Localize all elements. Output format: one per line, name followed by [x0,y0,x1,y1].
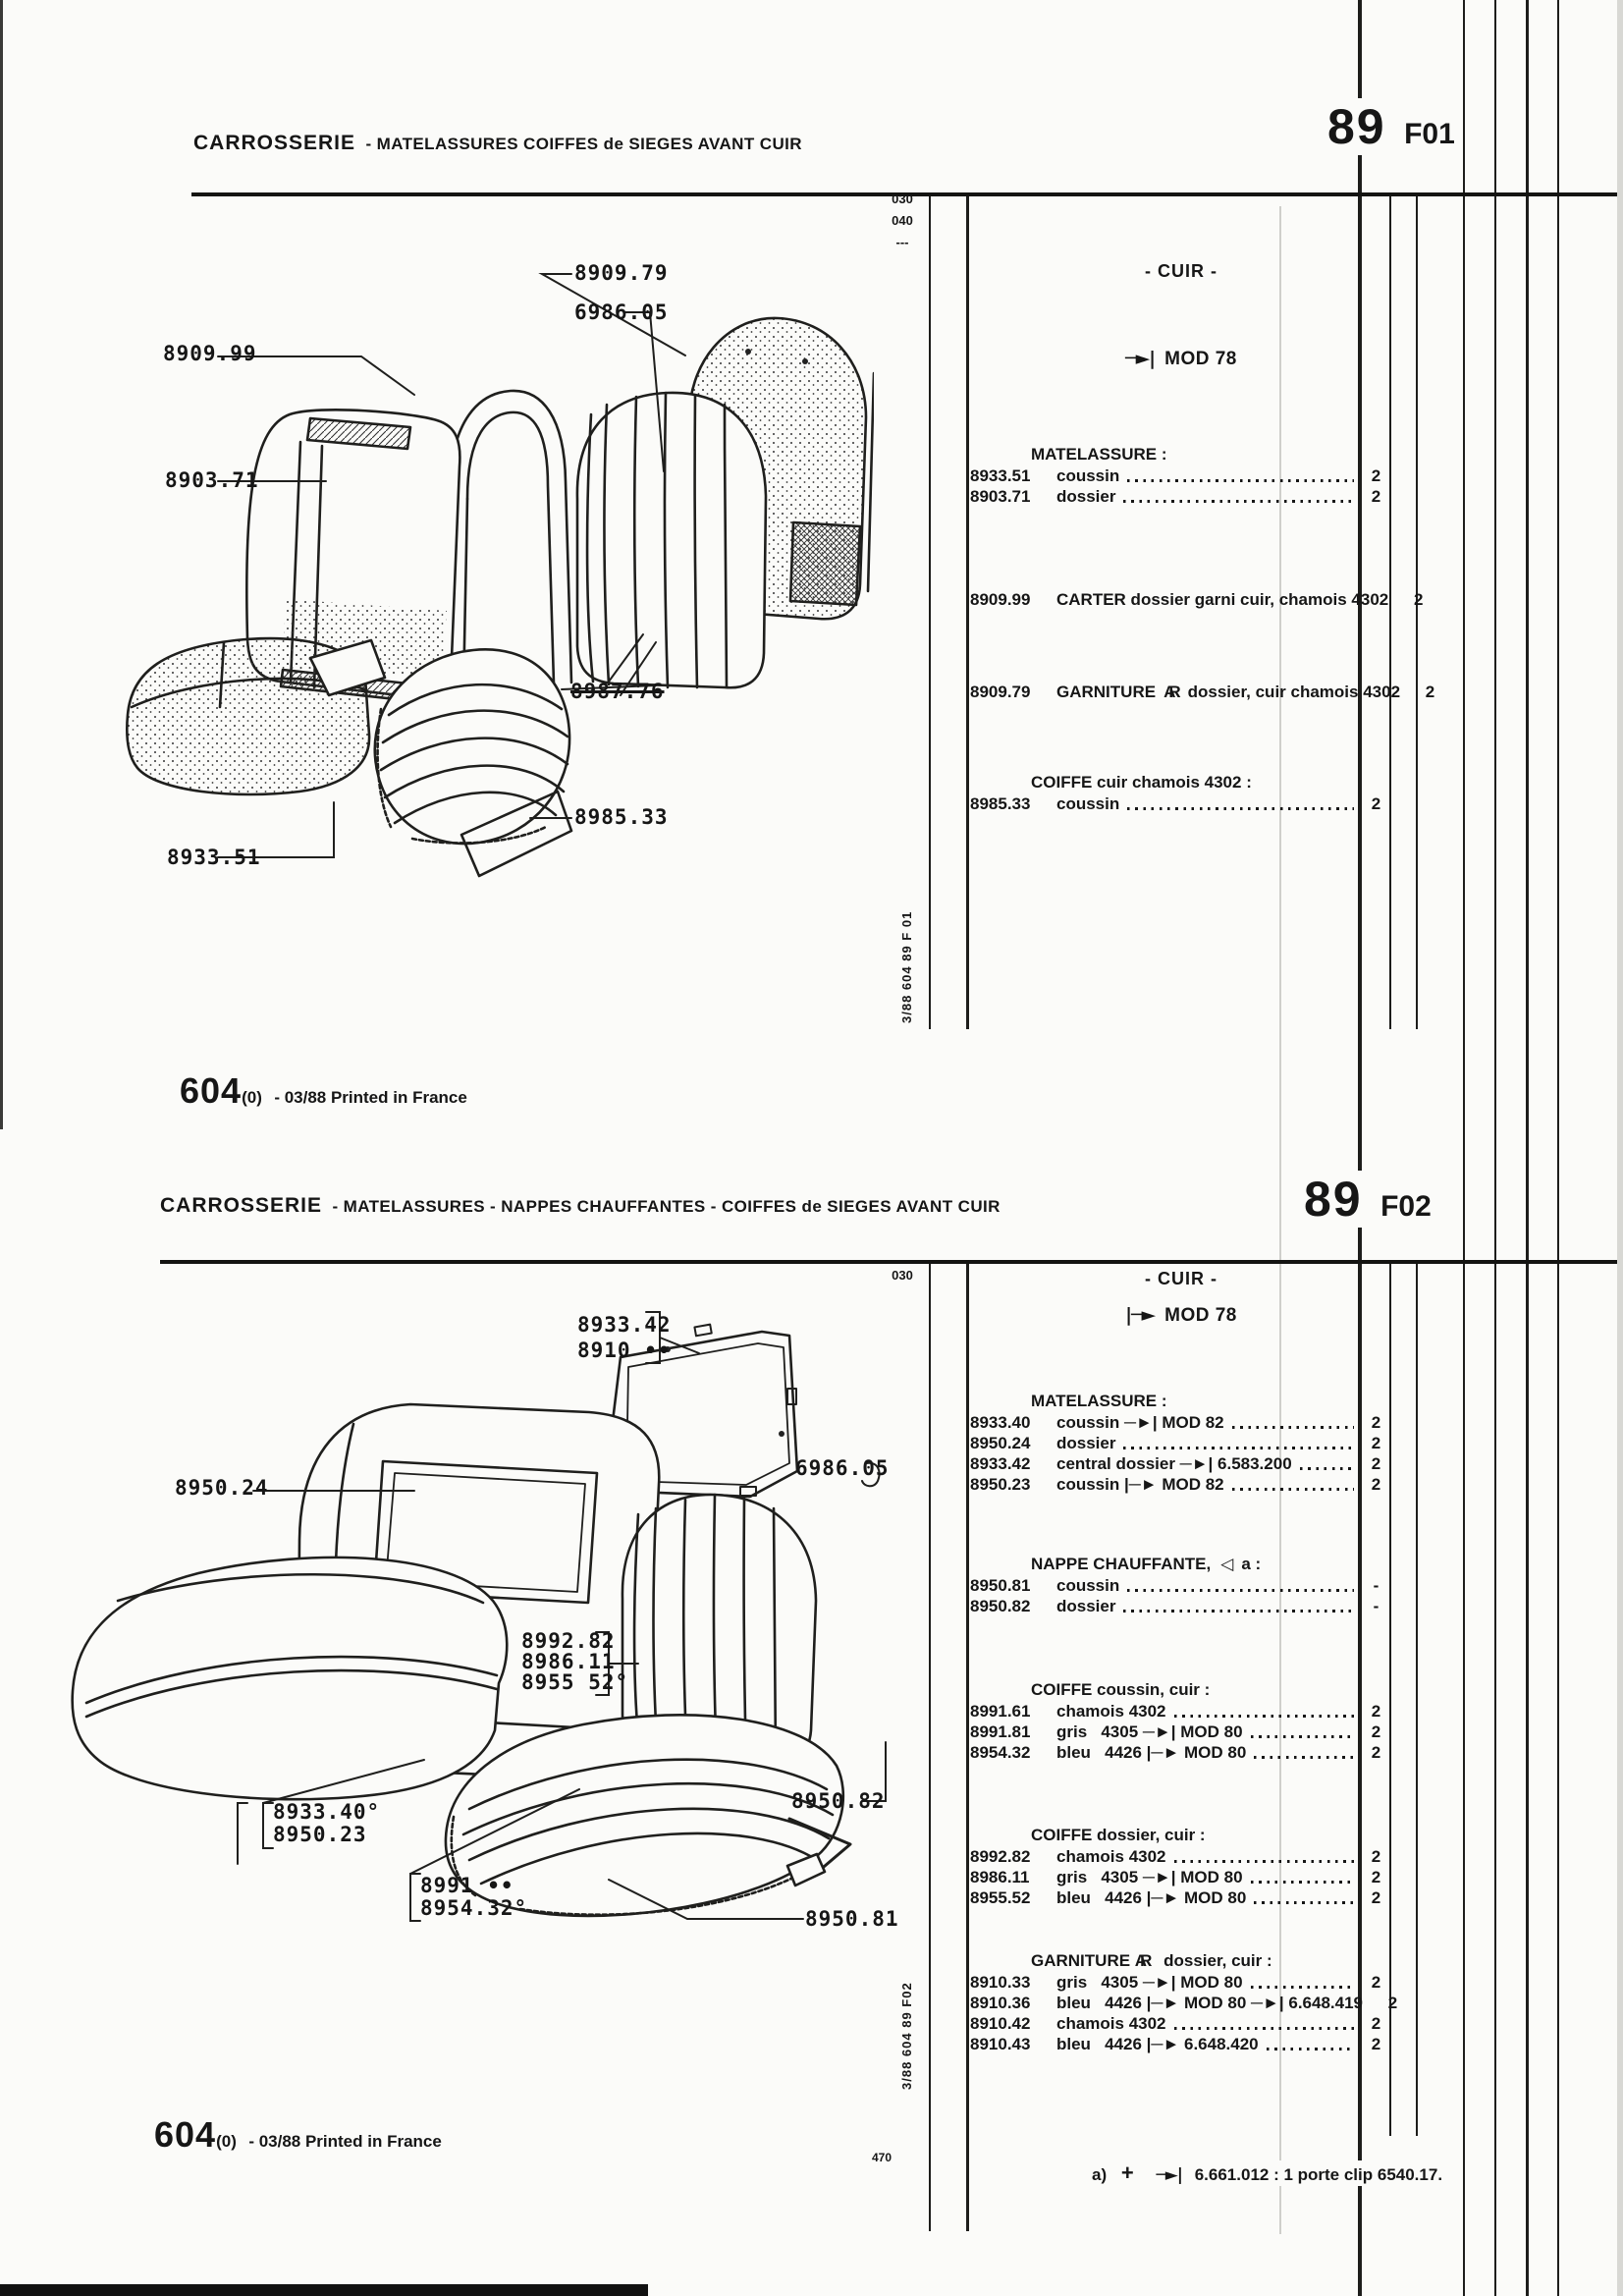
parts-row [970,1722,1392,1742]
s2-page-number-code: F02 [1380,1190,1432,1223]
dotted-leader [1123,1610,1354,1613]
s1-footer [180,1070,467,1112]
s2-footer [154,2114,442,2156]
ar-ligature: AR [1163,683,1174,701]
part-qty: 2 [1371,1868,1381,1886]
dotted-leader [1127,807,1354,810]
page-rule-1 [1463,0,1465,2296]
part-ref: 8954.32 [970,1743,1031,1762]
part-desc: CARTER dossier garni cuir, chamois 4302 [1056,590,1389,609]
part-qty: 2 [1371,1434,1381,1452]
s1-group-garniture [970,682,1435,702]
s2-margin-codes [880,1265,925,1286]
diagram-label-8955-52: 8955 52° [521,1670,629,1694]
group-heading: COIFFE dossier, cuir : [1031,1826,1206,1844]
part-qty: 2 [1371,1413,1381,1432]
diagram-label-8985-33: 8985.33 [574,805,669,829]
group-heading: MATELASSURE : [1031,445,1167,464]
s2-spine-text: 3/88 604 89 F02 [899,1982,914,2090]
garniture-heading-pre: GARNITURE [1031,1951,1131,1970]
group-rows [970,465,1392,507]
parts-row [970,1993,1398,2013]
s1-group-coiffe [970,772,1392,814]
s2-margin-ref: 470 [872,2151,893,2164]
part-qty: 2 [1371,1847,1381,1866]
parts-row [970,1846,1392,1867]
group-heading: MATELASSURE : [1031,1392,1167,1410]
s2-header-subtitle: - MATELASSURES - NAPPES CHAUFFANTES - COIFFES de SIEGES AVANT CUIR [332,1197,1001,1216]
part-ref: 8909.79 [970,683,1031,701]
part-qty: 2 [1371,1973,1381,1992]
note-arrow-icon: ─►| [1156,2165,1182,2185]
s1-mod-note [970,348,1392,370]
part-desc: coussin |─► MOD 82 [1056,1475,1224,1494]
s1-group-matelassure [970,444,1392,507]
s2-footer-num: 604 [154,2114,217,2155]
group-heading: COIFFE coussin, cuir : [1031,1680,1211,1699]
part-ref: 8950.24 [970,1434,1031,1452]
s2-footer-rest: - 03/88 Printed in France [248,2132,442,2151]
diagram-label-6986-05: 6986.05 [795,1456,890,1480]
part-desc: central dossier ─►| 6.583.200 [1056,1454,1292,1473]
part-qty: 2 [1371,2014,1381,2033]
diagram-label-8933-42: 8933.42 [577,1313,672,1337]
part-desc: bleu 4426 |─► MOD 80 [1056,1743,1247,1762]
diagram-label-8991: 8991 •• [420,1874,514,1897]
parts-row [970,465,1392,486]
garniture-heading-post: dossier, cuir : [1163,1951,1272,1970]
part-qty: - [1373,1576,1380,1595]
parts-row [970,2013,1392,2034]
note-triangle-icon: ◁ [1220,1555,1234,1574]
margin-code: 040 [892,213,913,228]
footnote-marker: a) [1092,2165,1108,2184]
s1-group-carter [970,589,1424,610]
diagram-label-8950-82: 8950.82 [791,1789,886,1813]
dotted-leader [1232,1488,1354,1491]
part-ref: 8933.40 [970,1413,1031,1432]
page-rule-4 [1557,0,1559,2296]
s1-header-subtitle: - MATELASSURES COIFFES de SIEGES AVANT CUIR [365,135,802,153]
parts-row [970,1701,1392,1722]
dotted-leader [1174,1860,1354,1863]
part-ref: 8910.43 [970,2035,1031,2053]
group-rows [970,682,1435,702]
part-ref: 8986.11 [970,1868,1030,1886]
part-ref: 8955.52 [970,1888,1031,1907]
part-ref: 8992.82 [970,1847,1031,1866]
ar-ligature: AR [1134,1951,1146,1970]
part-desc: coussin [1056,466,1120,485]
part-desc: bleu 4426 |─► 6.648.420 [1056,2035,1259,2053]
s1-page-number-main: 89 [1327,99,1386,154]
part-qty: 2 [1387,1994,1398,2012]
footnote-text: 6.661.012 : 1 porte clip 6540.17. [1194,2165,1443,2184]
mod-arrow-icon: |─► [1125,1304,1156,1326]
parts-row [970,1887,1392,1908]
part-qty: 2 [1371,487,1381,506]
mod-arrow-icon: ─►| [1125,348,1156,369]
part-desc: dossier, cuir chamois 4302 [1187,683,1401,701]
nappe-heading-pre: NAPPE CHAUFFANTE, [1031,1555,1212,1573]
part-ref: 8933.51 [970,466,1031,485]
diagram-label-8992-82: 8992.82 [521,1629,616,1653]
diagram-label-8987-76-struck: 8987.76 [570,680,665,703]
parts-row [970,682,1435,702]
parts-row [970,589,1424,610]
dotted-leader [1251,1735,1354,1738]
s2-mod-note [970,1304,1392,1327]
parts-row [970,486,1392,507]
dotted-leader [1267,2048,1354,2050]
part-ref: 8991.61 [970,1702,1031,1721]
part-qty: - [1373,1597,1380,1615]
part-qty: 2 [1371,2035,1381,2053]
dotted-leader [1300,1467,1354,1470]
parts-row [970,1575,1392,1596]
group-rows [970,1972,1398,2054]
plus-icon: + [1120,2160,1134,2185]
group-rows [970,1701,1392,1763]
diagram-label-8950-23: 8950.23 [273,1823,367,1846]
bracket-8991 [410,1874,420,1921]
part-desc: coussin [1056,794,1120,813]
s1-mod-label: MOD 78 [1164,349,1237,369]
parts-row [970,1433,1392,1453]
part-ref: 8950.82 [970,1597,1031,1615]
diagram-label-8909-99: 8909.99 [163,342,257,365]
s1-material-heading: - CUIR - [1145,261,1217,281]
dotted-leader [1123,500,1354,503]
part-ref: 8910.36 [970,1994,1031,2012]
diagram-label-8986-11: 8986.11 [521,1650,616,1673]
part-qty: 2 [1371,1475,1381,1494]
s1-footer-num: 604 [180,1070,243,1111]
dotted-leader [1251,1881,1354,1884]
s2-material-heading: - CUIR - [1145,1269,1217,1288]
part-desc: chamois 4302 [1056,1702,1166,1721]
s1-margin-rule-a [929,196,931,1029]
s1-qty-rule-b [1416,196,1418,1029]
diagram-label-8954-32: 8954.32° [420,1896,528,1920]
s2-page-number-main: 89 [1304,1172,1363,1227]
part-ref: 8910.33 [970,1973,1031,1992]
dotted-leader [1251,1986,1354,1989]
dotted-leader [1127,1589,1354,1592]
group-rows [970,1412,1392,1495]
part-desc: dossier [1056,1434,1116,1452]
part-qty: 2 [1371,1743,1381,1762]
bracket-8933-40-outer [238,1803,247,1864]
dotted-leader [1123,1447,1354,1449]
scan-edge-right [1617,0,1623,2296]
scan-edge-bottom [0,2284,648,2296]
parts-row [970,1867,1392,1887]
part-ref: 8933.42 [970,1454,1031,1473]
dotted-leader [1254,1756,1354,1759]
s1-spine-text: 3/88 604 89 F 01 [899,910,914,1023]
part-desc: gris 4305 ─►| MOD 80 [1056,1868,1243,1886]
group-heading [970,1554,1392,1575]
part-desc: dossier [1056,487,1116,506]
part-desc: dossier [1056,1597,1116,1615]
s1-margin-rule-b [966,196,969,1029]
s1-footer-rest: - 03/88 Printed in France [274,1088,467,1107]
scan-edge-left [0,0,3,1129]
part-ref: 8950.23 [970,1475,1031,1494]
diagram-label-8909-79: 8909.79 [574,261,669,285]
s2-group-garniture [970,1950,1398,2054]
parts-row [970,1453,1392,1474]
part-desc: coussin [1056,1576,1120,1595]
s2-header-title: CARROSSERIE [160,1194,323,1217]
s2-page-number [1298,1171,1437,1228]
group-rows [970,1846,1392,1908]
s2-footer-sup: (0) [216,2132,237,2151]
s2-group-nappe [970,1554,1392,1616]
s2-margin-rule-b [966,1264,969,2231]
margin-code: --- [895,235,909,249]
page-rule-3 [1526,0,1529,2296]
dotted-leader [1254,1901,1354,1904]
s1-footer-sup: (0) [242,1088,262,1107]
diagram-label-8903-71: 8903.71 [165,468,259,492]
dotted-leader [1127,479,1354,482]
dotted-leader [1174,2027,1354,2030]
part-desc-pre: GARNITURE [1056,683,1157,701]
s1-qty-rule-a [1389,196,1391,1029]
diagram-label-6986-05: 6986.05 [574,301,669,324]
parts-row [970,1412,1392,1433]
s1-header-title: CARROSSERIE [193,132,356,154]
s2-group-coiffe-dossier [970,1825,1392,1908]
parts-row [970,793,1392,814]
dotted-leader [1174,1715,1354,1718]
s2-mod-label: MOD 78 [1164,1305,1237,1326]
parts-row [970,1972,1392,1993]
part-desc: gris 4305 ─►| MOD 80 [1056,1973,1243,1992]
bracket-8933-40 [263,1803,273,1848]
s2-footnote [1088,2160,1446,2186]
page-rule-2 [1494,0,1496,2296]
part-desc: chamois 4302 [1056,2014,1166,2033]
s2-qty-rule-b [1416,1264,1418,2136]
part-desc: gris 4305 ─►| MOD 80 [1056,1722,1243,1741]
part-qty: 2 [1371,794,1381,813]
part-qty: 2 [1425,683,1435,701]
part-qty: 2 [1371,1702,1381,1721]
dotted-leader [1232,1426,1354,1429]
part-qty: 2 [1371,1454,1381,1473]
parts-row [970,1596,1392,1616]
diagram-label-8933-51: 8933.51 [167,846,261,869]
part-qty: 2 [1371,466,1381,485]
part-qty: 2 [1371,1888,1381,1907]
s2-group-coiffe-coussin [970,1679,1392,1763]
group-heading [970,1950,1392,1972]
diagram-label-8950-24: 8950.24 [175,1476,269,1500]
s1-header [193,132,802,155]
part-ref: 8950.81 [970,1576,1031,1595]
margin-code: 030 [892,191,913,206]
group-rows [970,1575,1392,1616]
diagram-label-8933-40: 8933.40° [273,1800,381,1824]
part-desc: bleu 4426 |─► MOD 80 ─►| 6.648.419 [1056,1994,1364,2012]
s1-page-number-code: F01 [1404,118,1455,150]
group-rows [970,589,1424,610]
section2-header-rule [160,1260,1623,1264]
part-desc: bleu 4426 |─► MOD 80 [1056,1888,1247,1907]
part-qty: 2 [1371,1722,1381,1741]
s2-header [160,1194,1001,1218]
parts-row [970,1742,1392,1763]
diagram-label-8950-81: 8950.81 [805,1907,899,1931]
s1-page-number [1322,98,1461,155]
group-heading: COIFFE cuir chamois 4302 : [1031,773,1252,792]
part-ref: 8909.99 [970,590,1031,609]
part-ref: 8910.42 [970,2014,1031,2033]
part-desc: chamois 4302 [1056,1847,1166,1866]
faint-column-rule [1279,206,1281,2234]
s2-group-matelassure [970,1391,1392,1495]
diagram-label-8910: 8910 •• [577,1339,672,1362]
s1-margin-codes [880,189,925,253]
part-ref: 8903.71 [970,487,1031,506]
margin-code: 030 [892,1268,913,1283]
part-ref: 8985.33 [970,794,1031,813]
parts-row [970,1474,1392,1495]
group-rows [970,793,1392,814]
nappe-heading-post: a : [1241,1555,1262,1573]
part-desc: coussin ─►| MOD 82 [1056,1413,1224,1432]
part-qty: 2 [1414,590,1424,609]
part-ref: 8991.81 [970,1722,1031,1741]
parts-row [970,2034,1392,2054]
